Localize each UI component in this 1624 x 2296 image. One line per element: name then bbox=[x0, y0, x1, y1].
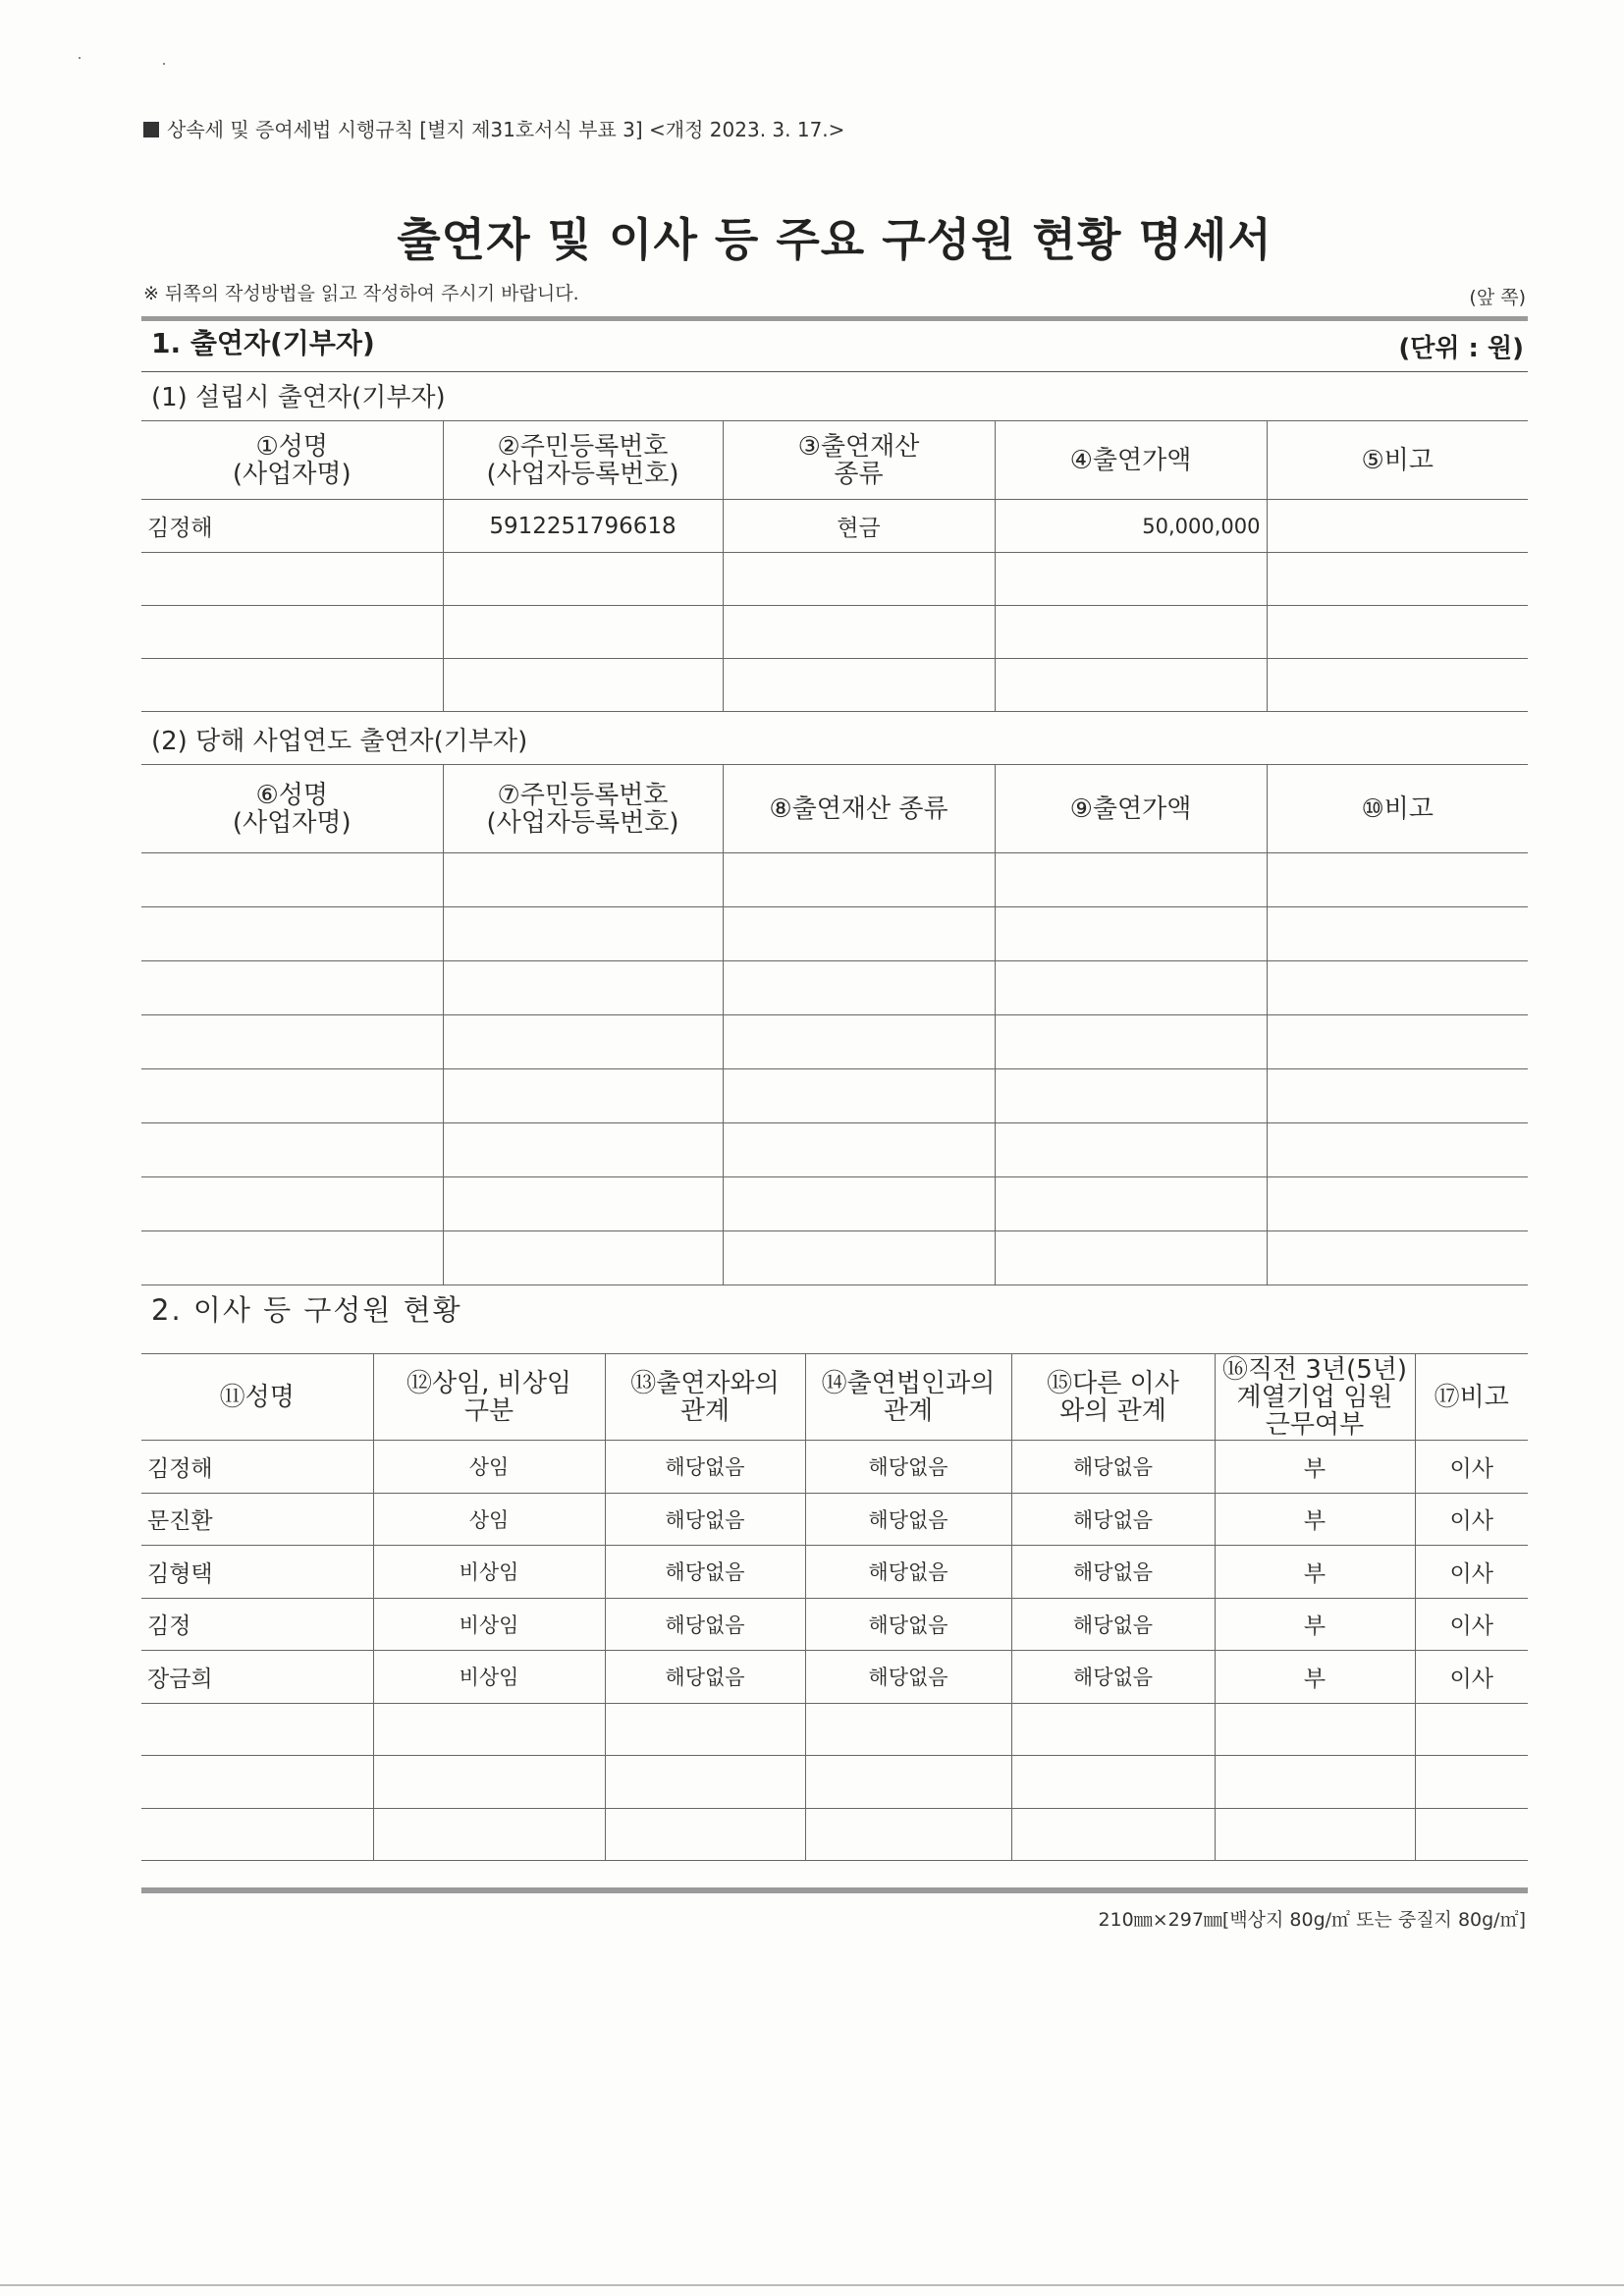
table-cell[interactable]: 해당없음 bbox=[605, 1441, 805, 1494]
column-header-text: (사업자등록번호) bbox=[486, 459, 679, 489]
column-header-text: ⑬출연자와의 bbox=[630, 1368, 780, 1398]
table-cell[interactable]: 이사 bbox=[1415, 1546, 1528, 1599]
column-header-text: 와의 관계 bbox=[1059, 1395, 1166, 1426]
table-cell[interactable] bbox=[373, 1703, 605, 1756]
top-divider bbox=[141, 316, 1528, 321]
table-cell[interactable] bbox=[443, 961, 723, 1015]
table-cell[interactable]: 해당없음 bbox=[1011, 1651, 1215, 1704]
table-row bbox=[141, 606, 1528, 659]
table-row bbox=[141, 1651, 1528, 1704]
table-cell[interactable] bbox=[995, 1123, 1267, 1177]
table-cell[interactable] bbox=[995, 553, 1267, 606]
table-cell[interactable] bbox=[1215, 1808, 1415, 1861]
table-cell[interactable] bbox=[723, 553, 995, 606]
table-cell[interactable] bbox=[995, 1015, 1267, 1069]
table-cell[interactable] bbox=[1415, 1703, 1528, 1756]
table-cell[interactable]: 5912251796618 bbox=[443, 500, 723, 553]
table-cell[interactable]: 50,000,000 bbox=[995, 500, 1267, 553]
column-header-text: ⑯직전 3년(5년) bbox=[1221, 1354, 1408, 1385]
table-cell[interactable] bbox=[1267, 659, 1528, 712]
table-cell[interactable]: 부 bbox=[1215, 1598, 1415, 1651]
table-cell[interactable] bbox=[605, 1808, 805, 1861]
paper-spec: 210㎜×297㎜[백상지 80g/㎡ 또는 중질지 80g/㎡] bbox=[1098, 1909, 1526, 1931]
section1-divider bbox=[141, 371, 1528, 372]
table-cell[interactable] bbox=[605, 1756, 805, 1809]
column-header-text: 관계 bbox=[883, 1395, 934, 1426]
column-header bbox=[373, 1354, 605, 1441]
table-cell[interactable]: 해당없음 bbox=[805, 1493, 1011, 1546]
table-row bbox=[141, 1177, 1528, 1231]
table-cell[interactable]: 이사 bbox=[1415, 1441, 1528, 1494]
column-header-text: 계열기업 임원 bbox=[1236, 1382, 1393, 1412]
table-cell[interactable]: 문진환 bbox=[141, 1493, 373, 1546]
table-cell[interactable] bbox=[443, 853, 723, 907]
column-header-text: ⑮다른 이사 bbox=[1047, 1368, 1179, 1398]
table-cell[interactable] bbox=[141, 1177, 443, 1231]
table-cell[interactable] bbox=[141, 1015, 443, 1069]
column-header bbox=[141, 765, 443, 853]
board-members-table bbox=[141, 1353, 1528, 1861]
table-cell[interactable] bbox=[995, 659, 1267, 712]
square-bullet-icon bbox=[143, 122, 159, 137]
founding-donors-table bbox=[141, 420, 1528, 712]
table-cell[interactable] bbox=[141, 907, 443, 961]
scan-speck bbox=[163, 63, 165, 65]
table-cell[interactable] bbox=[141, 1808, 373, 1861]
section1-title: 1. 출연자(기부자) bbox=[151, 327, 375, 359]
scan-speck bbox=[79, 57, 81, 59]
table-cell[interactable]: 이사 bbox=[1415, 1651, 1528, 1704]
column-header-text: (사업자명) bbox=[232, 459, 352, 489]
table-cell[interactable] bbox=[1267, 606, 1528, 659]
column-header-text: 근무여부 bbox=[1265, 1409, 1365, 1440]
column-header bbox=[995, 421, 1267, 500]
table-cell[interactable] bbox=[443, 659, 723, 712]
table-cell[interactable] bbox=[1267, 1177, 1528, 1231]
table-row bbox=[141, 853, 1528, 907]
table-row bbox=[141, 1756, 1528, 1809]
table-cell[interactable] bbox=[141, 1123, 443, 1177]
table-row bbox=[141, 1441, 1528, 1494]
table-row bbox=[141, 961, 1528, 1015]
table-cell[interactable] bbox=[1267, 553, 1528, 606]
column-header bbox=[443, 765, 723, 853]
table-cell[interactable] bbox=[1267, 1069, 1528, 1123]
column-header bbox=[443, 421, 723, 500]
unit-label: (단위 : 원) bbox=[1398, 334, 1524, 363]
table-cell[interactable]: 해당없음 bbox=[805, 1598, 1011, 1651]
table-row bbox=[141, 1703, 1528, 1756]
table-row bbox=[141, 1598, 1528, 1651]
table-cell[interactable] bbox=[443, 1069, 723, 1123]
table-cell[interactable] bbox=[443, 606, 723, 659]
table-cell[interactable] bbox=[1215, 1703, 1415, 1756]
column-header-text: ⑨출연가액 bbox=[1069, 793, 1192, 824]
table-cell[interactable] bbox=[1267, 1123, 1528, 1177]
column-header-text: ⑪성명 bbox=[219, 1382, 295, 1412]
column-header-text: 구분 bbox=[463, 1395, 514, 1426]
table-row bbox=[141, 907, 1528, 961]
table-row bbox=[141, 659, 1528, 712]
table-cell[interactable] bbox=[141, 1231, 443, 1285]
table-cell[interactable] bbox=[1011, 1703, 1215, 1756]
column-header-text: ⑧출연재산 종류 bbox=[769, 793, 948, 824]
column-header bbox=[1011, 1354, 1215, 1441]
table-cell[interactable]: 김형택 bbox=[141, 1546, 373, 1599]
table-cell[interactable]: 해당없음 bbox=[805, 1441, 1011, 1494]
table-cell[interactable] bbox=[373, 1756, 605, 1809]
table-cell[interactable] bbox=[995, 1069, 1267, 1123]
table-cell[interactable]: 현금 bbox=[723, 500, 995, 553]
table-cell[interactable] bbox=[443, 1015, 723, 1069]
table-cell[interactable] bbox=[443, 907, 723, 961]
table-cell[interactable] bbox=[723, 961, 995, 1015]
table-cell[interactable]: 해당없음 bbox=[1011, 1598, 1215, 1651]
table-cell[interactable] bbox=[1267, 500, 1528, 553]
column-header-text: (사업자명) bbox=[232, 807, 352, 838]
table-cell[interactable]: 김정 bbox=[141, 1598, 373, 1651]
instruction-note: ※ 뒤쪽의 작성방법을 읽고 작성하여 주시기 바랍니다. bbox=[143, 283, 579, 304]
table-cell[interactable] bbox=[1267, 853, 1528, 907]
table-row bbox=[141, 1123, 1528, 1177]
table-cell[interactable]: 비상임 bbox=[373, 1598, 605, 1651]
column-header-text: ④출연가액 bbox=[1069, 445, 1192, 475]
table-cell[interactable] bbox=[723, 1177, 995, 1231]
current-year-donors-table bbox=[141, 764, 1528, 1285]
column-header bbox=[605, 1354, 805, 1441]
page-edge bbox=[0, 2284, 1624, 2286]
table-cell[interactable] bbox=[723, 1231, 995, 1285]
table-row bbox=[141, 1015, 1528, 1069]
table-cell[interactable] bbox=[1011, 1756, 1215, 1809]
table-row bbox=[141, 1546, 1528, 1599]
table-cell[interactable] bbox=[723, 606, 995, 659]
table-cell[interactable] bbox=[995, 961, 1267, 1015]
table-row bbox=[141, 500, 1528, 553]
table-cell[interactable]: 이사 bbox=[1415, 1598, 1528, 1651]
table-cell[interactable] bbox=[605, 1703, 805, 1756]
column-header-text: (사업자등록번호) bbox=[486, 807, 679, 838]
table-cell[interactable]: 이사 bbox=[1415, 1493, 1528, 1546]
table-cell[interactable]: 해당없음 bbox=[1011, 1441, 1215, 1494]
table-cell[interactable] bbox=[1011, 1808, 1215, 1861]
table-cell[interactable] bbox=[443, 1231, 723, 1285]
column-header bbox=[1267, 765, 1528, 853]
table-cell[interactable] bbox=[373, 1808, 605, 1861]
table-cell[interactable] bbox=[1415, 1808, 1528, 1861]
table-cell[interactable] bbox=[141, 961, 443, 1015]
table-cell[interactable]: 비상임 bbox=[373, 1651, 605, 1704]
column-header-text: ⑩비고 bbox=[1361, 793, 1435, 824]
table-cell[interactable] bbox=[995, 907, 1267, 961]
column-header bbox=[141, 421, 443, 500]
column-header bbox=[723, 765, 995, 853]
column-header-text: ⑦주민등록번호 bbox=[497, 780, 669, 810]
table-cell[interactable] bbox=[141, 606, 443, 659]
table-cell[interactable] bbox=[995, 1177, 1267, 1231]
table-cell[interactable] bbox=[141, 1703, 373, 1756]
table-cell[interactable] bbox=[723, 1069, 995, 1123]
table-cell[interactable] bbox=[805, 1808, 1011, 1861]
table-cell[interactable]: 부 bbox=[1215, 1546, 1415, 1599]
column-header-text: ⑥성명 bbox=[255, 780, 329, 810]
table-cell[interactable] bbox=[141, 553, 443, 606]
column-header-text: ③출연재산 bbox=[797, 431, 920, 462]
column-header bbox=[805, 1354, 1011, 1441]
column-header-text: 관계 bbox=[679, 1395, 731, 1426]
table-cell[interactable] bbox=[723, 1015, 995, 1069]
column-header bbox=[141, 1354, 373, 1441]
column-header bbox=[1215, 1354, 1415, 1441]
table-cell[interactable] bbox=[805, 1703, 1011, 1756]
table-cell[interactable] bbox=[723, 853, 995, 907]
subsection1-title: (1) 설립시 출연자(기부자) bbox=[151, 383, 446, 412]
table-row bbox=[141, 1231, 1528, 1285]
table-cell[interactable] bbox=[443, 1177, 723, 1231]
table-cell[interactable] bbox=[805, 1756, 1011, 1809]
table-row bbox=[141, 1069, 1528, 1123]
table-cell[interactable] bbox=[141, 1069, 443, 1123]
column-header bbox=[1415, 1354, 1528, 1441]
bottom-divider bbox=[141, 1887, 1528, 1893]
table-cell[interactable]: 상임 bbox=[373, 1441, 605, 1494]
table-cell[interactable] bbox=[443, 1123, 723, 1177]
regulation-text: 상속세 및 증여세법 시행규칙 [별지 제31호서식 부표 3] <개정 2023. 3. 17.> bbox=[167, 118, 845, 141]
table-cell[interactable] bbox=[141, 659, 443, 712]
column-header bbox=[995, 765, 1267, 853]
column-header-text: ⑭출연법인과의 bbox=[821, 1368, 996, 1398]
section2-title: 2. 이사 등 구성원 현황 bbox=[151, 1293, 462, 1327]
column-header-text: ⑫상임, 비상임 bbox=[406, 1368, 572, 1398]
table-cell[interactable] bbox=[1267, 961, 1528, 1015]
subsection2-title: (2) 당해 사업연도 출연자(기부자) bbox=[151, 727, 528, 756]
column-header bbox=[1267, 421, 1528, 500]
table-cell[interactable] bbox=[995, 606, 1267, 659]
table-cell[interactable]: 해당없음 bbox=[1011, 1493, 1215, 1546]
table-cell[interactable] bbox=[995, 853, 1267, 907]
table-cell[interactable] bbox=[443, 553, 723, 606]
table-row bbox=[141, 1493, 1528, 1546]
page-side-label: (앞 쪽) bbox=[1469, 287, 1526, 308]
table-cell[interactable]: 김정해 bbox=[141, 1441, 373, 1494]
table-cell[interactable]: 김정해 bbox=[141, 500, 443, 553]
table-cell[interactable]: 부 bbox=[1215, 1441, 1415, 1494]
column-header-text: ②주민등록번호 bbox=[497, 431, 669, 462]
column-header-text: 종류 bbox=[834, 459, 884, 489]
table-cell[interactable] bbox=[1267, 907, 1528, 961]
regulation-reference bbox=[143, 114, 844, 142]
column-header bbox=[723, 421, 995, 500]
table-cell[interactable]: 비상임 bbox=[373, 1546, 605, 1599]
table-cell[interactable]: 해당없음 bbox=[605, 1651, 805, 1704]
table-cell[interactable] bbox=[1267, 1015, 1528, 1069]
table-cell[interactable]: 해당없음 bbox=[605, 1598, 805, 1651]
table-cell[interactable]: 장금희 bbox=[141, 1651, 373, 1704]
table-cell[interactable]: 부 bbox=[1215, 1651, 1415, 1704]
table-cell[interactable]: 해당없음 bbox=[605, 1493, 805, 1546]
table-cell[interactable] bbox=[995, 1231, 1267, 1285]
table-cell[interactable]: 해당없음 bbox=[805, 1546, 1011, 1599]
table-cell[interactable] bbox=[1215, 1756, 1415, 1809]
table-cell[interactable]: 부 bbox=[1215, 1493, 1415, 1546]
table-cell[interactable] bbox=[141, 1756, 373, 1809]
table-row bbox=[141, 553, 1528, 606]
table-cell[interactable]: 해당없음 bbox=[1011, 1546, 1215, 1599]
table-cell[interactable]: 해당없음 bbox=[605, 1546, 805, 1599]
table-cell[interactable] bbox=[723, 907, 995, 961]
table-cell[interactable]: 상임 bbox=[373, 1493, 605, 1546]
column-header-text: ⑰비고 bbox=[1434, 1382, 1509, 1412]
table-cell[interactable]: 해당없음 bbox=[805, 1651, 1011, 1704]
table-cell[interactable] bbox=[141, 853, 443, 907]
document-title: 출연자 및 이사 등 주요 구성원 현황 명세서 bbox=[397, 213, 1272, 266]
table-cell[interactable] bbox=[1267, 1231, 1528, 1285]
table-row bbox=[141, 1808, 1528, 1861]
table-cell[interactable] bbox=[723, 659, 995, 712]
table-cell[interactable] bbox=[723, 1123, 995, 1177]
column-header-text: ①성명 bbox=[255, 431, 329, 462]
table-cell[interactable] bbox=[1415, 1756, 1528, 1809]
column-header-text: ⑤비고 bbox=[1361, 445, 1435, 475]
